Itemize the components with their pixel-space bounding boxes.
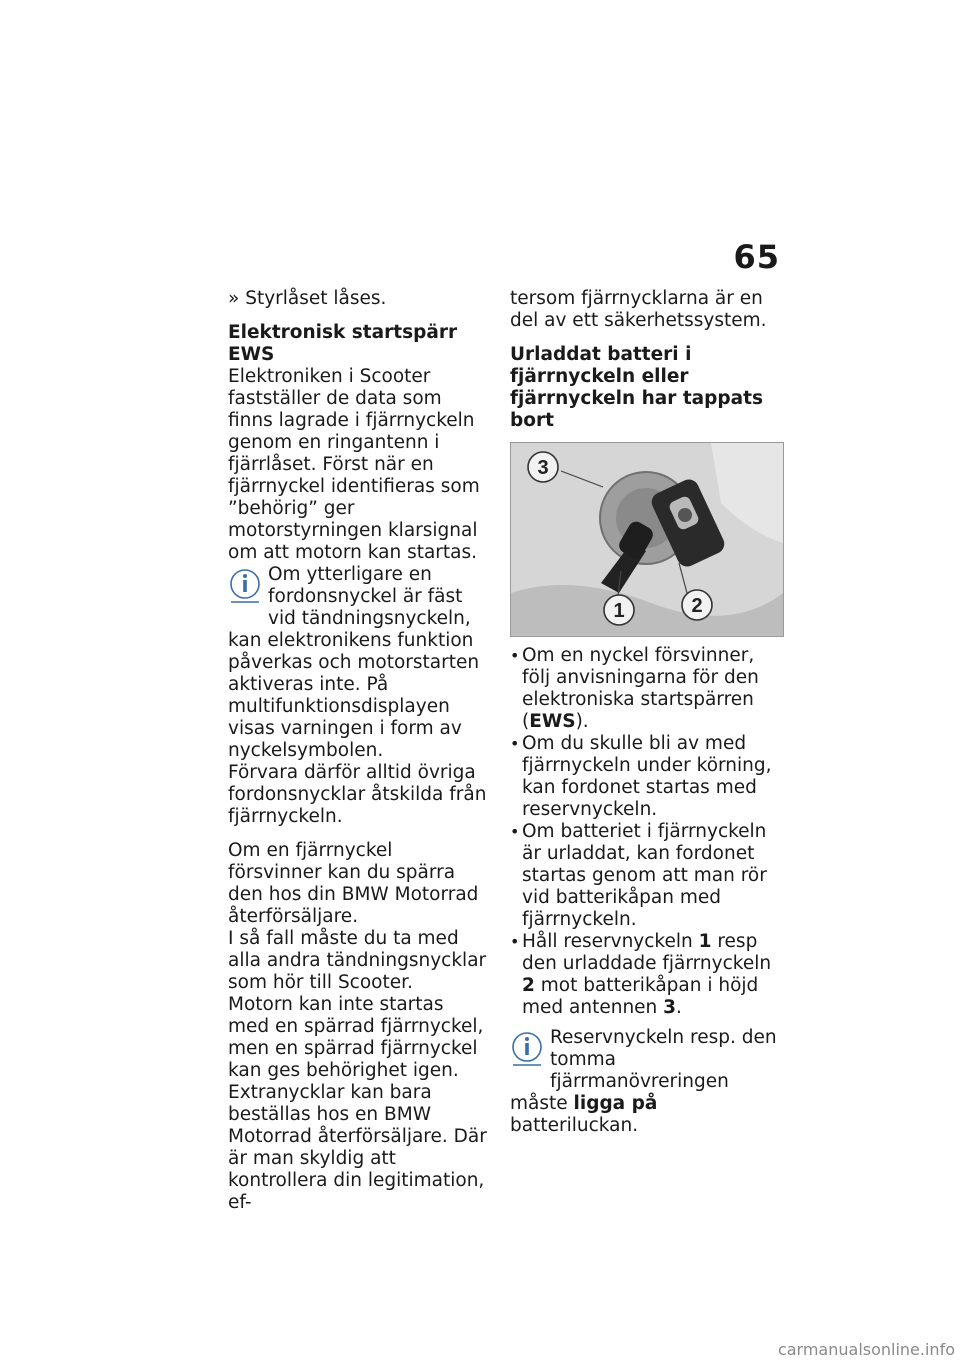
left-column [228,288,490,1214]
bullet-dot: • [510,932,520,951]
info-note [228,564,490,828]
info-icon [228,566,262,610]
key-figure [510,442,784,637]
ews-heading: Elektronisk startspärr EWS [228,322,458,365]
bullet-dot: • [510,646,520,665]
bullet-item-hold: • Håll reservnyckeln 1 resp den urladdade fjärrnyckeln 2 mot batterikåpan i höjd med antennen 3. [510,931,772,1018]
info-note-2 [510,1027,782,1137]
page-number: 65 [733,238,780,276]
bullet-item-3: • Om batteriet i fjärrnyckeln är urladdat, kan fordonet startas genom att man rör vid batterikåpan med fjärrnyckeln. [510,821,767,930]
battery-heading: Urladdat batteri i fjärrnyckeln eller fjärrnyckeln har tappats bort [510,344,763,431]
watermark: carmanualsonline.info [777,1340,955,1359]
figure-label-1: 1 [613,600,625,622]
lost-key-para-3: Motorn kan inte startas med en spärrad fjärrnyckel, men en spärrad fjärrnyckel kan ges behörighet igen. [228,994,484,1081]
note-2-body: Reservnyckeln resp. den tomma fjärrmanövreringen måste ligga på batteriluckan. [510,1027,777,1136]
lost-key-para-2: I så fall måste du ta med alla andra tändningsnycklar som hör till Scooter. [228,928,487,993]
bullet-item-1: • Om en nyckel försvinner, följ anvisningarna för den elektroniska startspärren (EWS). [510,645,759,732]
bullet-dot: • [510,734,520,753]
bullet-dot: • [510,822,520,841]
right-column [510,288,782,1137]
figure-label-2: 2 [691,595,703,617]
note-body: Om ytterligare en fordonsnyckel är fäst vid tändningsnyckeln, kan elektronikens funktion påverkas och motorstarten aktiveras inte. På multifunktionsdisplayen visas varningen i form av nyckelsymbolen. [228,564,480,761]
figure-label-3: 3 [537,457,549,479]
lost-key-para-4: Extranycklar kan bara beställas hos en BMW Motorrad återförsäljare. Där är man skyldig att kontrollera din legitimation, ef- [228,1082,487,1213]
result-line: » Styrlåset låses. [228,288,387,309]
info-icon [510,1029,544,1073]
bullet-item-2: • Om du skulle bli av med fjärrnyckeln under körning, kan fordonet startas med reservnyckeln. [510,733,772,820]
lost-key-para-1: Om en fjärrnyckel försvinner kan du spärra den hos din BMW Motorrad återförsäljare. [228,840,479,927]
continuation-text: tersom fjärrnycklarna är en del av ett säkerhetssystem. [510,288,767,331]
note-body-2: Förvara därför alltid övriga fordonsnycklar åtskilda från fjärrnyckeln. [228,762,487,827]
ews-body: Elektroniken i Scooter fastställer de data som finns lagrade i fjärrnyckeln genom en ringantenn i fjärrlåset. Först när en fjärrnyckel identifieras som ”behörig” ger motorstyrningen klarsignal om att motorn kan startas. [228,366,480,563]
